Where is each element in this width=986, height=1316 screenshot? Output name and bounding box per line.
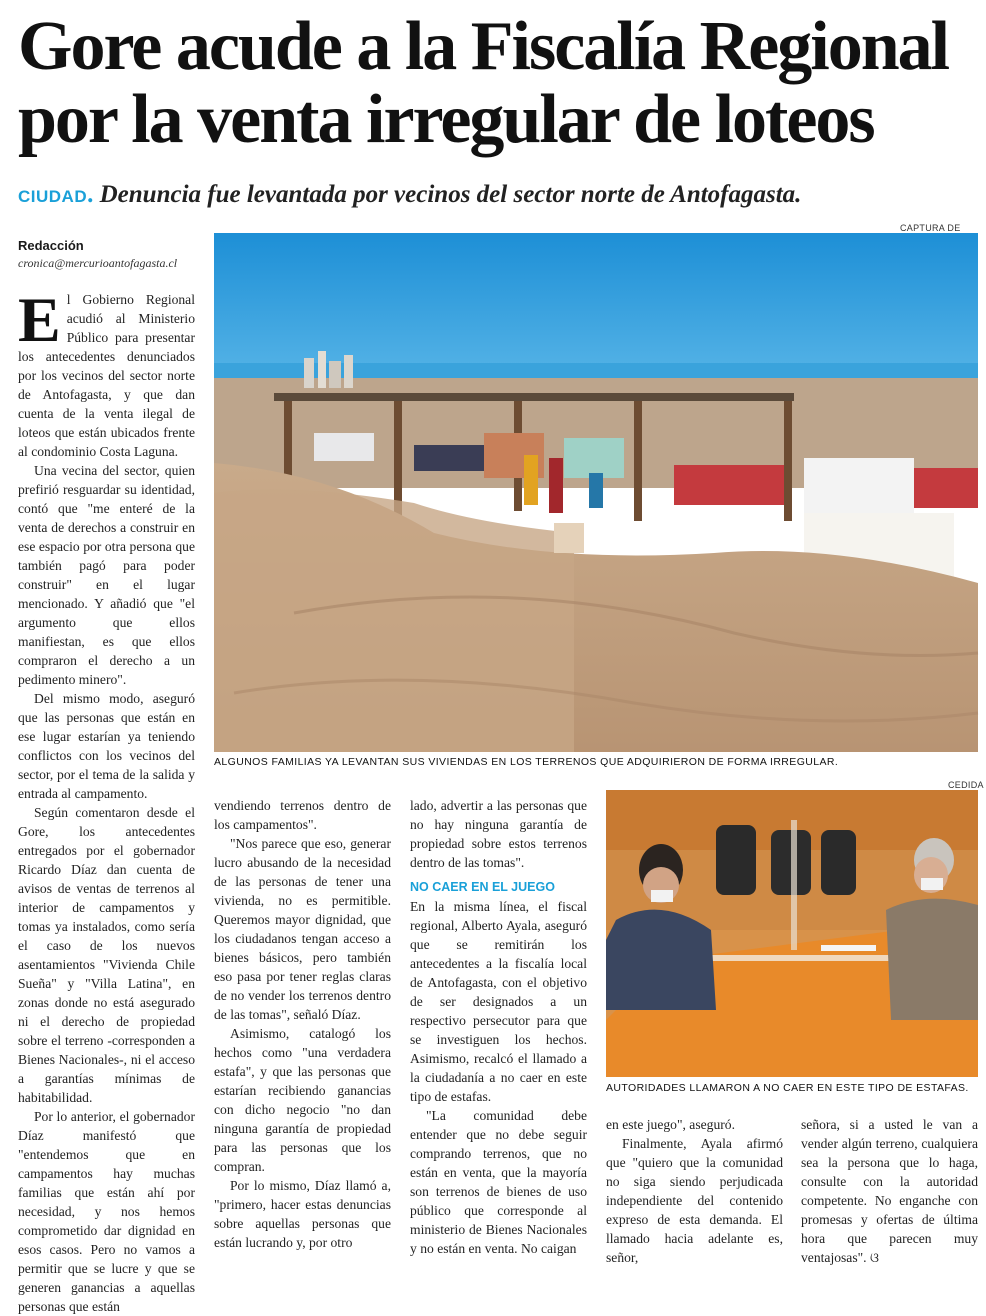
article-paragraph: "La comunidad debe entender que no debe seguir comprando terrenos, que no están en venta, que la mayoría son terrenos de bienes de uso público que corresponde al ministerio de Bienes Nacionales y no están en venta. No caigan: [410, 1108, 587, 1256]
article-paragraph: En la misma línea, el fiscal regional, Alberto Ayala, aseguró que se remitirán los antecedentes a la fiscalía local de Antofagasta, con el objetivo de ser designados a un respectivo persecutor para que se investiguen los hechos. Asimismo, recalcó el llamado a la ciudadanía a no caer en este tipo de estafas.: [410, 899, 587, 1104]
article-paragraph: Por lo anterior, el gobernador Díaz manifestó que "entendemos que en campamentos hay muchas familias que están ahí por necesidad, y nos hemos comprometido dar dignidad en esos casos. Pero no vamos a permitir que se lucre y que se generen ganancias a aquellas personas que están: [18, 1109, 195, 1314]
article-column-1: [18, 284, 195, 1316]
article-column-5: [801, 1115, 978, 1267]
byline-author: Redacción: [18, 238, 84, 253]
dropcap: E: [18, 284, 61, 355]
paragraph-text: señora, si a usted le van a vender algún terreno, cualquiera sea la persona que lo haga, consulte con la autoridad competente. No enganche con promesas y ofertas de última hora que parecen muy ventajosas".: [801, 1117, 978, 1265]
article-paragraph: lado, advertir a las personas que no hay ninguna garantía de propiedad sobre estos terrenos dentro de las tomas".: [410, 798, 587, 870]
photo1-caption: ALGUNOS FAMILIAS YA LEVANTAN SUS VIVIENDAS EN LOS TERRENOS QUE ADQUIRIERON DE FORMA IRREGULAR.: [214, 756, 839, 768]
photo2-credit: CEDIDA: [948, 780, 984, 790]
photo2-caption: AUTORIDADES LLAMARON A NO CAER EN ESTE TIPO DE ESTAFAS.: [606, 1082, 969, 1094]
article-paragraph: vendiendo terrenos dentro de los campamentos".: [214, 798, 391, 832]
article-paragraph: [18, 284, 195, 461]
article-column-2: [214, 796, 391, 1252]
section-label[interactable]: CIUDAD: [18, 187, 88, 206]
headline: Gore acude a la Fiscalía Regional por la venta irregular de loteos: [18, 8, 949, 158]
article-paragraph: Una vecina del sector, quien prefirió resguardar su identidad, contó que "me enteré de la venta de derechos a construir en ese espacio por otra persona que también pagó para poder construir" en el lugar mencionado. Y añadió que "el argumento que ellos manifiestan, es que ellos compraron el derecho a un pedimento minero".: [18, 463, 195, 687]
article-paragraph: Por lo mismo, Díaz llamó a, "primero, hacer estas denuncias sobre aquellas personas que están lucrando y, por otro: [214, 1178, 391, 1250]
photo-construction-site: [214, 233, 978, 752]
photo1-credit: CAPTURA DE: [900, 223, 961, 233]
paragraph-text: l Gobierno Regional acudió al Ministerio Público para presentar los antecedentes denunciados por los vecinos del sector norte de Antofagasta, y que dan cuenta de la venta ilegal de loteos que están ubicados frente al condominio Costa Laguna.: [18, 292, 195, 459]
byline-email[interactable]: cronica@mercurioantofagasta.cl: [18, 256, 178, 270]
article-paragraph: Finalmente, Ayala afirmó que "quiero que la comunidad no siga siendo perjudicada independiente del contenido expreso de esta demanda. El llamado hacia adelante es, señor,: [606, 1136, 783, 1265]
photo-authorities-meeting: [606, 790, 978, 1077]
subheading: NO CAER EN EL JUEGO: [410, 880, 555, 894]
article-paragraph: Asimismo, catalogó los hechos como "una verdadera estafa", y que las personas que estarían recibiendo ganancias con dicho negocio "no dan ninguna garantía de propiedad para las personas que los compran.: [214, 1026, 391, 1174]
deck: Denuncia fue levantada por vecinos del sector norte de Antofagasta.: [99, 181, 802, 208]
deck-line: CIUDAD. Denuncia fue levantada por vecinos del sector norte de Antofagasta.: [18, 181, 802, 208]
article-paragraph: [801, 1115, 978, 1267]
article-paragraph: Según comentaron desde el Gore, los antecedentes entregados por el gobernador Ricardo Díaz dan cuenta de avisos de ventas de terrenos al interior de campamentos y tomas ya instalados, como sería el caso de los nuevos asentamientos "Vivienda Chile Sueña" y "Villa Latina", en zonas donde no está asegurado ni el derecho de propiedad sobre el terreno -corresponden a Bienes Nacionales-, ni el acceso a garantías mínimas de habitabilidad.: [18, 805, 195, 1105]
end-mark-icon: ଓ: [869, 1250, 879, 1265]
article-paragraph: en este juego", aseguró.: [606, 1117, 735, 1132]
article-column-4: [606, 1115, 783, 1267]
article-paragraph: "Nos parece que eso, generar lucro abusando de la necesidad de las personas de tener una vivienda, no es permitible. Queremos mayor dignidad, que los ciudadanos tengan acceso a bienes básicos, pero también eso pasa por tener reglas claras de no vender los terrenos dentro de las tomas", señaló Díaz.: [214, 836, 391, 1022]
article-paragraph: Del mismo modo, aseguró que las personas que están en ese lugar estarían ya teniendo conflictos con los vecinos del sector, por el tema de la salida y entrada al campamento.: [18, 691, 195, 801]
article-column-3: [410, 796, 587, 1258]
